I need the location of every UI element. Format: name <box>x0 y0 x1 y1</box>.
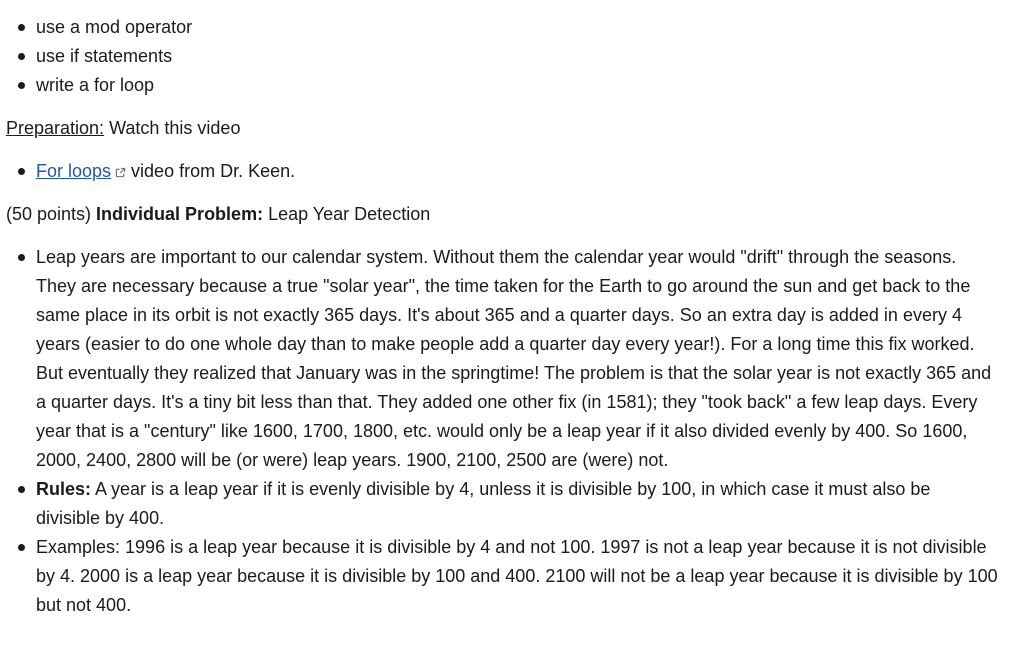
objective-text: use if statements <box>36 46 173 66</box>
problem-details-list <box>6 243 1024 620</box>
preparation-paragraph <box>6 114 1024 143</box>
objectives-list <box>6 13 1024 100</box>
rules-label: Rules: <box>36 479 92 499</box>
list-item <box>36 157 998 186</box>
list-item <box>36 475 998 533</box>
external-link-icon <box>115 167 126 178</box>
bullet-icon <box>18 254 25 261</box>
list-item <box>36 71 998 100</box>
bullet-icon <box>18 53 25 60</box>
rules-text: A year is a leap year if it is evenly divisible by 4, unless it is divisible by 100, in which case it must also be divisible by 400. <box>36 479 931 528</box>
problem-heading <box>6 200 1024 229</box>
examples-text: Examples: 1996 is a leap year because it is divisible by 4 and not 100. 1997 is not a leap year because it is not divisible by 4. 2000 is a leap year because it is divisible by 100 and 400. 2100 will not be a leap year because it is divisible by 100 but not 400. <box>36 537 998 615</box>
preparation-list <box>6 157 1024 186</box>
bullet-icon <box>18 168 25 175</box>
list-item <box>36 533 998 620</box>
list-item <box>36 13 998 42</box>
leap-year-intro: Leap years are important to our calendar system. Without them the calendar year would "drift" through the seasons. They are necessary because a true "solar year", the time taken for the Earth to go around the sun and get back to the same place in its orbit is not exactly 365 days. It's about 365 and a quarter days. So an extra day is added in every 4 years (easier to do one whole day than to make people add a quarter day every year!). For a long time this fix worked. But eventually they realized that January was in the springtime! The problem is that the solar year is not exactly 365 and a quarter days. It's a tiny bit less than that. They added one other fix (in 1581); they "took back" a few leap days. Every year that is a "century" like 1600, 1700, 1800, etc. would only be a leap year if it also divided evenly by 400. So 1600, 2000, 2400, 2800 will be (or were) leap years. 1900, 2100, 2500 are (were) not. <box>36 247 992 470</box>
for-loops-video-link[interactable]: For loops <box>36 161 112 181</box>
objective-text: write a for loop <box>36 75 155 95</box>
problem-title: Leap Year Detection <box>263 204 431 224</box>
preparation-text: Watch this video <box>104 118 241 138</box>
problem-points: (50 points) <box>6 204 97 224</box>
problem-label: Individual Problem: <box>96 204 264 224</box>
bullet-icon <box>18 544 25 551</box>
list-item <box>36 42 998 71</box>
list-item <box>36 243 998 475</box>
video-description: video from Dr. Keen. <box>126 161 296 181</box>
objective-text: use a mod operator <box>36 17 193 37</box>
bullet-icon <box>18 24 25 31</box>
preparation-label: Preparation: <box>6 118 105 138</box>
bullet-icon <box>18 486 25 493</box>
bullet-icon <box>18 82 25 89</box>
